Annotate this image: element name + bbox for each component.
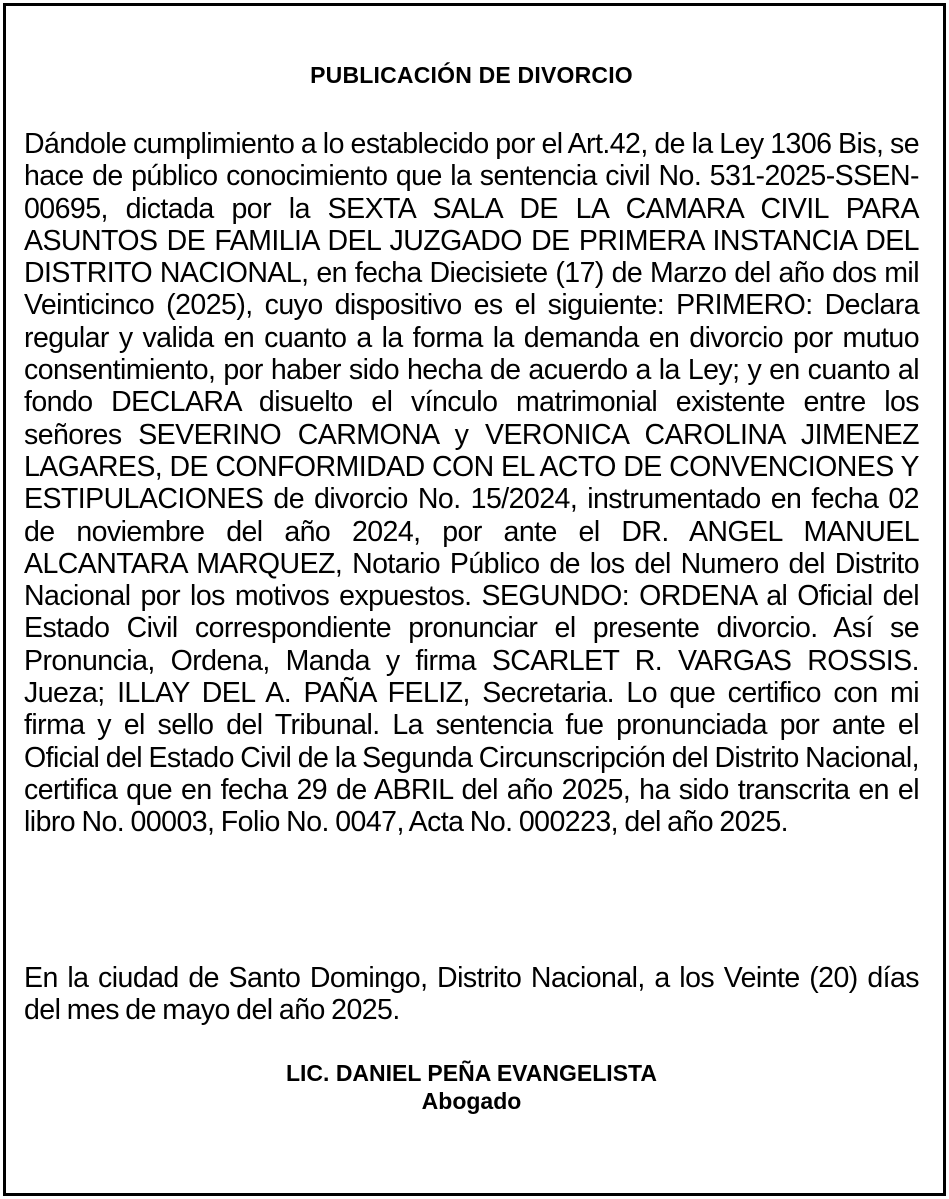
notice-body: Dándole cumplimiento a lo establecido por el Art.42, de la Ley 1306 Bis, se hace de público conocimiento que la sentencia civil No. 531-2025-SSEN-00695, dictada por la SEXTA SALA DE LA CAMARA CIVIL PARA ASUNTOS DE FAMILIA DEL JUZGADO DE PRIMERA INSTANCIA DEL DISTRITO NACIONAL, en fecha Diecisiete (17) de Marzo del año dos mil Veinticinco (2025), cuyo dispositivo es el siguiente: PRIMERO: Declara regular y valida en cuanto a la forma la demanda en divorcio por mutuo consentimiento, por haber sido hecha de acuerdo a la Ley; y en cuanto al fondo DECLARA disuelto el vínculo matrimonial existente entre los señores SEVERINO CARMONA y VERONICA CAROLINA JIMENEZ LAGARES, DE CONFORMIDAD CON EL ACTO DE CONVENCIONES Y ESTIPULACIONES de divorcio No. 15/2024, instrumentado en fecha 02 de noviembre del año 2024, por ante el DR. ANGEL MANUEL ALCANTARA MARQUEZ, Notario Público de los del Numero del Distrito Nacional por los motivos expuestos. SEGUNDO: ORDENA al Oficial del Estado Civil correspondiente pronunciar el presente divorcio. Así se Pronuncia, Ordena, Manda y firma SCARLET R. VARGAS ROSSIS. Jueza; ILLAY DEL A. PAÑA FELIZ, Secretaria. Lo que certifico con mi firma y el sello del Tribunal. La sentencia fue pronunciada por ante el Oficial del Estado Civil de la Segunda Circunscripción del Distrito Nacional, certifica que en fecha 29 de ABRIL del año 2025, ha sido transcrita en el libro No. 00003, Folio No. 0047, Acta No. 000223, del año 2025. bbox=[24, 128, 919, 839]
notice-closing: En la ciudad de Santo Domingo, Distrito Nacional, a los Veinte (20) días del mes de mayo del año 2025. bbox=[24, 962, 919, 1027]
signer-name: LIC. DANIEL PEÑA EVANGELISTA bbox=[285, 1060, 657, 1086]
signer-role: Abogado bbox=[421, 1088, 522, 1114]
notice-title: PUBLICACIÓN DE DIVORCIO bbox=[310, 62, 633, 88]
